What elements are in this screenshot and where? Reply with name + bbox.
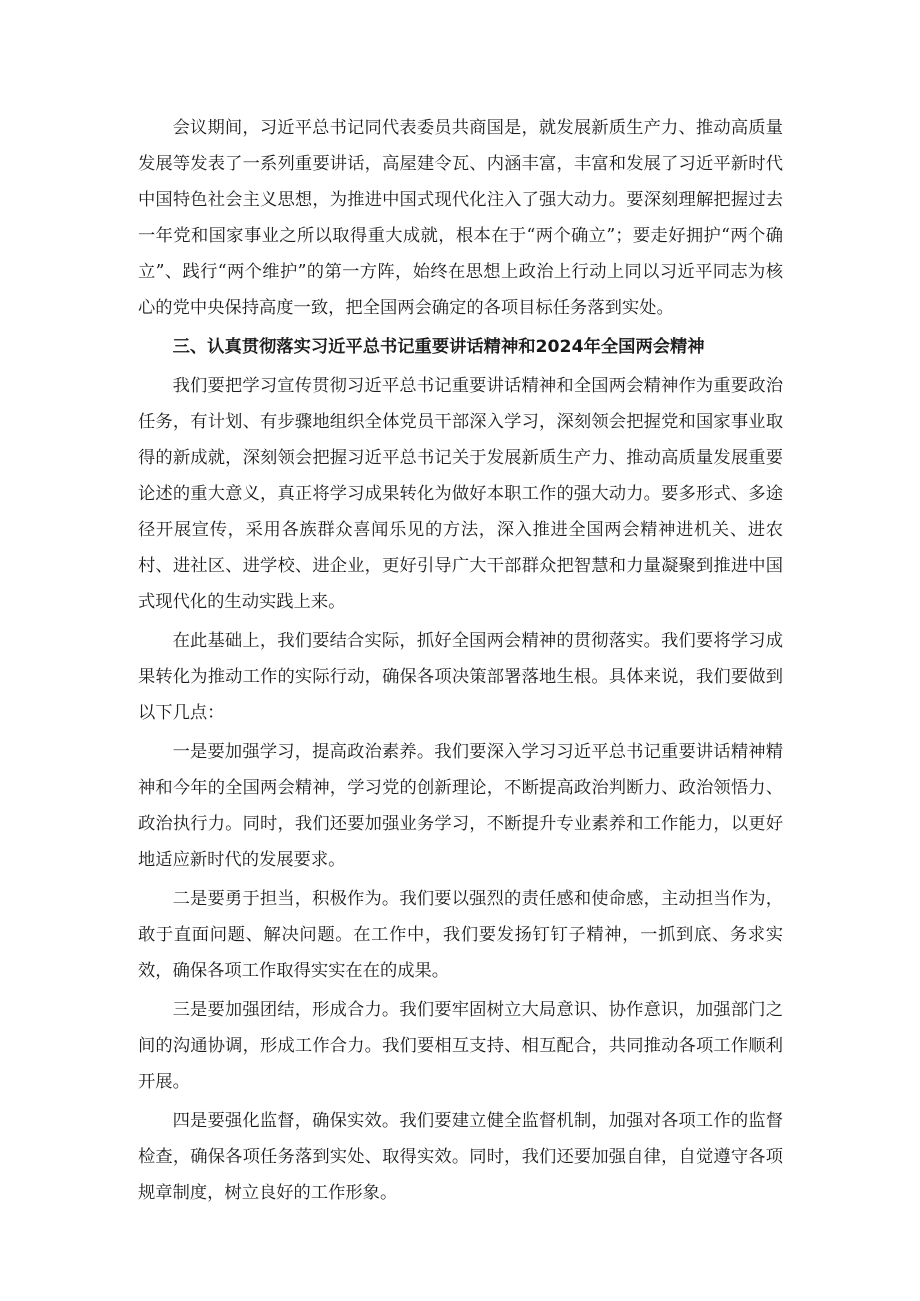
- paragraph-implementation: 在此基础上，我们要结合实际，抓好全国两会精神的贯彻落实。我们要将学习成果转化为推动工作的实际行动，确保各项决策部署落地生根。具体来说，我们要做到以下几点：: [138, 631, 783, 723]
- paragraph-point-three: 三是要加强团结，形成合力。我们要牢固树立大局意识、协作意识，加强部门之间的沟通协调，形成工作合力。我们要相互支持、相互配合，共同推动各项工作顺利开展。: [138, 1000, 783, 1092]
- paragraph-meeting-speeches: 会议期间，习近平总书记同代表委员共商国是，就发展新质生产力、推动高质量发展等发表了一系列重要讲话，高屋建令瓦、内涵丰富，丰富和发展了习近平新时代中国特色社会主义思想，为推进中国式现代化注入了强大动力。要深刻理解把握过去一年党和国家事业之所以取得重大成就，根本在于“两个确立”；要走好拥护“两个确立”、践行“两个维护”的第一方阵，始终在思想上政治上行动上同以习近平同志为核心的党中央保持高度一致，把全国两会确定的各项目标任务落到实处。: [138, 118, 783, 318]
- paragraph-point-one: 一是要加强学习，提高政治素养。我们要深入学习习近平总书记重要讲话精神精神和今年的全国两会精神，学习党的创新理论，不断提高政治判断力、政治领悟力、政治执行力。同时，我们还要加强业务学习，不断提升专业素养和工作能力，以更好地适应新时代的发展要求。: [138, 742, 783, 870]
- paragraph-study-publicity: 我们要把学习宣传贯彻习近平总书记重要讲话精神和全国两会精神作为重要政治任务，有计划、有步骤地组织全体党员干部深入学习，深刻领会把握党和国家事业取得的新成就，深刻领会把握习近平总书记关于发展新质生产力、推动高质量发展重要论述的重大意义，真正将学习成果转化为做好本职工作的强大动力。要多形式、多途径开展宣传，采用各族群众喜闻乐见的方法，深入推进全国两会精神进机关、进农村、进社区、进学校、进企业，更好引导广大干部群众把智慧和力量凝聚到推进中国式现代化的生动实践上来。: [138, 376, 783, 612]
- document-body: [138, 110, 783, 1214]
- section-heading-three: 三、认真贯彻落实习近平总书记重要讲话精神和2024年全国两会精神: [172, 337, 705, 357]
- paragraph-point-four: 四是要强化监督，确保实效。我们要建立健全监督机制，加强对各项工作的监督检查，确保各项任务落到实处、取得实效。同时，我们还要加强自律，自觉遵守各项规章制度，树立良好的工作形象。: [138, 1111, 783, 1203]
- paragraph-point-two: 二是要勇于担当，积极作为。我们要以强烈的责任感和使命感，主动担当作为，敢于直面问题、解决问题。在工作中，我们要发扬钉钉子精神，一抓到底、务求实效，确保各项工作取得实实在在的成果。: [138, 889, 783, 981]
